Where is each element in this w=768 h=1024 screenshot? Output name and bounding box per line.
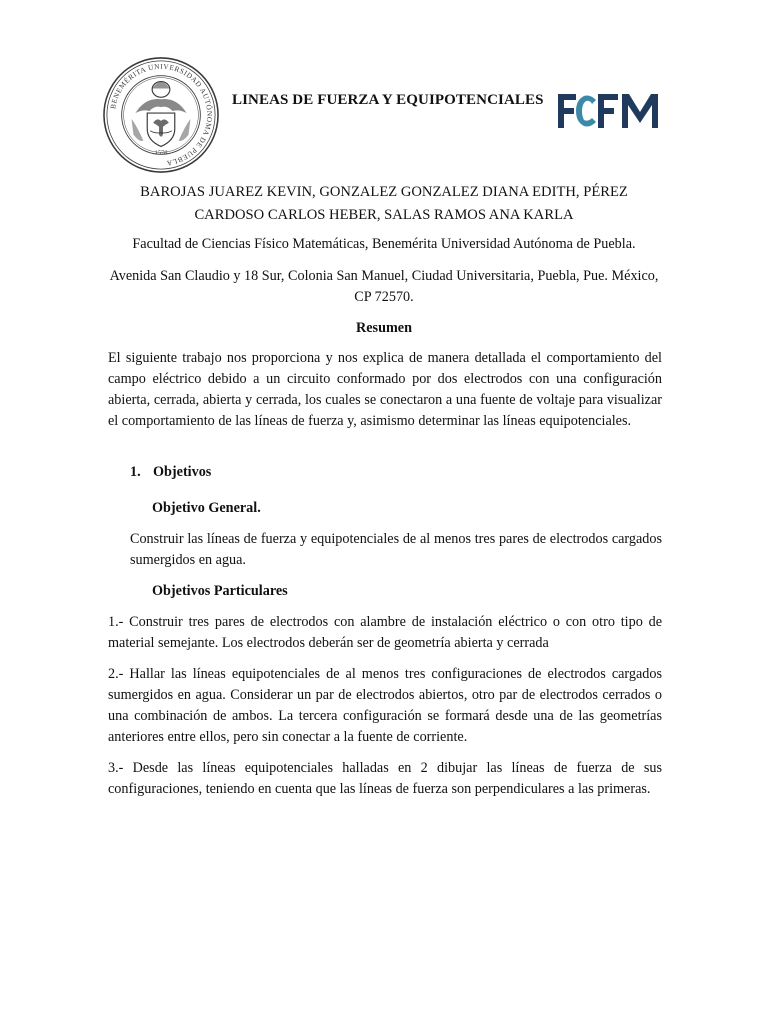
section-heading-objetivos [130,462,211,483]
seal-ring-text: BENEMÉRITA UNIVERSIDAD AUTÓNOMA DE PUEBLA [109,62,214,167]
fcfm-logo [556,90,660,132]
author-list: BAROJAS JUAREZ KEVIN, GONZALEZ GONZALEZ DIANA EDITH, PÉREZ CARDOSO CARLOS HEBER, SALAS RAMOS ANA KARLA [140,184,628,223]
particular-objective-2: 2.- Hallar las líneas equipotenciales de al menos tres configuraciones de electrodos cargados sumergidos en agua. Considerar un par de electrodos abiertos, otro par de electrodos cerrados o una combinación de ambos. La tercera configuración se formará desde una de las geometrías anteriores entre ellos, pero sin conectar a la fuente de corriente. [108,666,662,745]
seal-year: 1578 [154,149,168,157]
particular-objectives-heading: Objetivos Particulares [152,583,288,599]
address: Avenida San Claudio y 18 Sur, Colonia San Manuel, Ciudad Universitaria, Puebla, Pue. México, CP 72570. [109,268,659,305]
abstract-body: El siguiente trabajo nos proporciona y nos explica de manera detallada el comportamiento del campo eléctrico debido a un circuito conformado por dos electrodos con una configuración abierta, cerrada, abierta y cerrada, los cuales se conectaron a una fuente de voltaje para visualizar el comportamiento de las líneas de fuerza y, asimismo determinar las líneas equipotenciales. [108,350,662,429]
general-objective-body: Construir las líneas de fuerza y equipotenciales de al menos tres pares de electrodos cargados sumergidos en agua. [130,531,662,568]
university-seal-logo [102,56,220,174]
section-number: 1. [130,464,141,480]
abstract-heading: Resumen [356,320,412,336]
document-title: LINEAS DE FUERZA Y EQUIPOTENCIALES [232,92,544,108]
section-title: Objetivos [153,464,212,480]
affiliation: Facultad de Ciencias Físico Matemáticas, Benemérita Universidad Autónoma de Puebla. [132,236,636,252]
particular-objective-3: 3.- Desde las líneas equipotenciales halladas en 2 dibujar las líneas de fuerza de sus configuraciones, teniendo en cuenta que las líneas de fuerza son perpendiculares a las primeras. [108,760,662,797]
particular-objective-1: 1.- Construir tres pares de electrodos con alambre de instalación eléctrico o con otro tipo de material semejante. Los electrodos deberán ser de geometría abierta y cerrada [108,614,662,651]
general-objective-heading: Objetivo General. [152,500,261,516]
